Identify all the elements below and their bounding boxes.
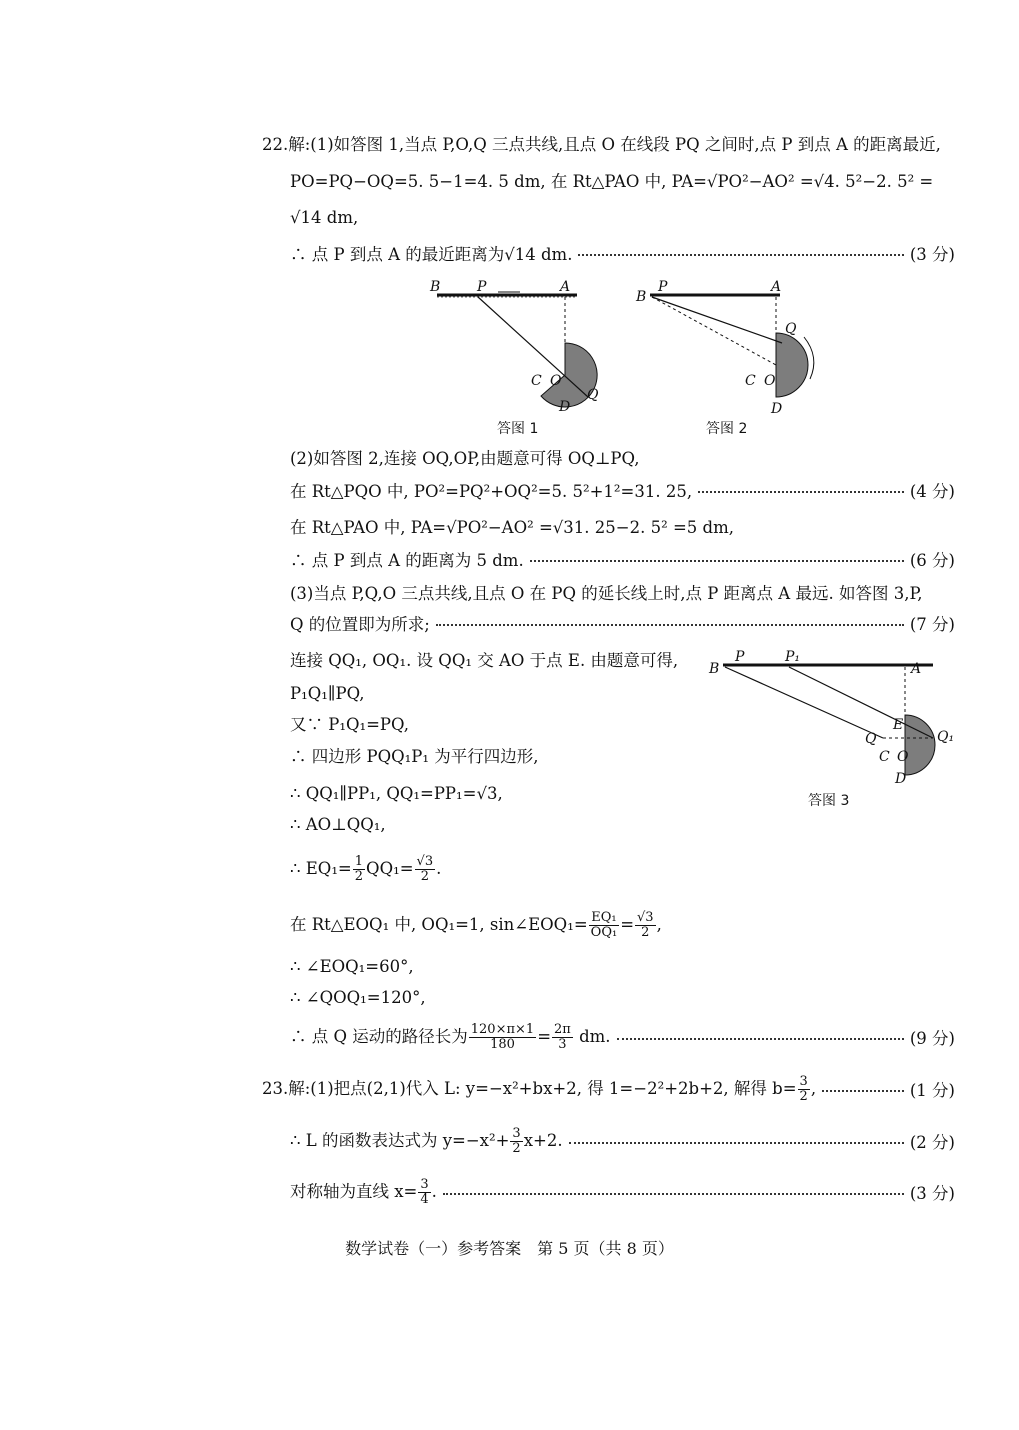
label-d: D bbox=[771, 401, 783, 417]
label-q: Q bbox=[587, 387, 599, 403]
label-c: C bbox=[879, 749, 890, 765]
dot-leader bbox=[822, 1079, 904, 1099]
q22-line-4-text: ∴ 点 P 到点 A 的最近距离为√14 dm. bbox=[290, 245, 573, 264]
q22-line-6 bbox=[290, 477, 955, 503]
q22-line-8-text: ∴ 点 P 到点 A 的距离为 5 dm. bbox=[290, 551, 524, 570]
figure-1 bbox=[425, 275, 605, 420]
q22-line-10 bbox=[290, 610, 955, 636]
figure-3-caption: 答图 3 bbox=[808, 793, 850, 809]
q22-line-12: P₁Q₁∥PQ, bbox=[290, 684, 365, 703]
label-p: P bbox=[658, 279, 668, 295]
fraction-3-over-4 bbox=[418, 1178, 430, 1207]
q22-line-8 bbox=[290, 546, 955, 572]
q23-line-2 bbox=[290, 1124, 955, 1158]
dot-leader bbox=[617, 1027, 904, 1047]
label-q: Q bbox=[865, 731, 877, 747]
label-a: A bbox=[560, 279, 571, 295]
fraction-denominator: 4 bbox=[420, 1191, 429, 1207]
fraction-denominator: 3 bbox=[558, 1036, 567, 1052]
figure-3 bbox=[705, 645, 965, 790]
dot-leader bbox=[443, 1182, 904, 1202]
q22-line-17-b: QQ₁= bbox=[366, 859, 414, 878]
score-label: (6 分) bbox=[909, 551, 955, 570]
q23-line-2-text bbox=[290, 1127, 563, 1156]
q23-line-2-b: x+2. bbox=[523, 1130, 563, 1150]
q23-line-2-a: ∴ L 的函数表达式为 y=−x²+ bbox=[290, 1130, 510, 1150]
q22-line-16: ∴ AO⊥QQ₁, bbox=[290, 815, 386, 834]
fraction-numerator: 1 bbox=[354, 854, 364, 869]
dot-leader bbox=[698, 480, 904, 500]
q22-line-10-text: Q 的位置即为所求; bbox=[290, 615, 430, 634]
fraction-root3-over-2 bbox=[415, 855, 436, 884]
sector-shape bbox=[905, 715, 935, 775]
p1q1-segment bbox=[789, 667, 933, 738]
q22-line-21-b: = bbox=[537, 1026, 552, 1046]
q22-line-9: (3)当点 P,Q,O 三点共线,且点 O 在 PQ 的延长线上时,点 P 距离点 A 最远. 如答图 3,P, bbox=[290, 584, 923, 603]
q22-line-18-c: , bbox=[656, 915, 662, 934]
label-p: P bbox=[477, 279, 487, 295]
q22-line-17-c: . bbox=[436, 859, 442, 878]
q22-line-17-a: ∴ EQ₁= bbox=[290, 859, 352, 878]
label-o: O bbox=[550, 373, 562, 389]
label-b: B bbox=[430, 279, 441, 295]
fraction-denominator: 2 bbox=[512, 1140, 521, 1156]
q23-line-3 bbox=[290, 1175, 955, 1209]
q22-line-11: 连接 QQ₁, OQ₁. 设 QQ₁ 交 AO 于点 E. 由题意可得, bbox=[290, 651, 679, 670]
q22-line-21 bbox=[290, 1020, 955, 1054]
fraction-denominator: OQ₁ bbox=[590, 925, 618, 940]
q22-line-21-c: dm. bbox=[573, 1026, 611, 1046]
q23-line-1-b: , bbox=[810, 1078, 817, 1098]
label-q1: Q₁ bbox=[937, 729, 955, 745]
score-label: (4 分) bbox=[909, 482, 955, 501]
q22-line-6-text: 在 Rt△PQO 中, PO²=PQ²+OQ²=5. 5²+1²=31. 25, bbox=[290, 482, 693, 501]
q23-line-1-text bbox=[262, 1075, 816, 1104]
q22-line-5: (2)如答图 2,连接 OQ,OP,由题意可得 OQ⊥PQ, bbox=[290, 449, 640, 468]
figure-1-caption: 答图 1 bbox=[497, 421, 539, 437]
q22-line-21-text bbox=[290, 1023, 611, 1052]
fraction-3-over-2 bbox=[510, 1127, 522, 1156]
fraction-denominator: 2 bbox=[354, 869, 364, 884]
fraction-numerator: √3 bbox=[637, 910, 654, 925]
fraction-numerator: 3 bbox=[512, 1125, 521, 1141]
score-label: (1 分) bbox=[909, 1081, 955, 1100]
po-dashed-line bbox=[652, 297, 776, 365]
label-b: B bbox=[709, 661, 720, 677]
label-d: D bbox=[559, 399, 571, 415]
label-q: Q bbox=[785, 321, 797, 337]
pq-segment bbox=[725, 667, 883, 738]
fraction-2pi-over-3 bbox=[552, 1023, 573, 1052]
q22-line-4 bbox=[290, 240, 955, 266]
fraction-numerator: 2π bbox=[554, 1021, 571, 1037]
q22-line-20: ∴ ∠QOQ₁=120°, bbox=[290, 988, 426, 1007]
q22-line-18 bbox=[290, 908, 662, 942]
figure-2-caption: 答图 2 bbox=[706, 421, 748, 437]
fraction-sin bbox=[589, 911, 620, 940]
fraction-numerator: 120×π×1 bbox=[470, 1021, 535, 1037]
score-label: (9 分) bbox=[909, 1029, 955, 1048]
q22-line-7: 在 Rt△PAO 中, PA=√PO²−AO² =√31. 25−2. 5² =5 dm, bbox=[290, 518, 734, 537]
fraction-denominator: 2 bbox=[641, 925, 650, 940]
fraction-numerator: EQ₁ bbox=[591, 910, 617, 925]
score-label: (2 分) bbox=[909, 1133, 955, 1152]
fraction-arc bbox=[469, 1023, 536, 1052]
fraction-numerator: 3 bbox=[420, 1176, 429, 1192]
q22-line-18-b: = bbox=[620, 915, 635, 934]
label-d: D bbox=[895, 771, 907, 787]
dot-leader bbox=[569, 1131, 904, 1151]
label-o: O bbox=[897, 749, 909, 765]
q22-line-1: 22.解:(1)如答图 1,当点 P,O,Q 三点共线,且点 O 在线段 PQ 之间时,点 P 到点 A 的距离最近, bbox=[262, 135, 941, 154]
fraction-denominator: 2 bbox=[420, 869, 429, 884]
label-b: B bbox=[636, 289, 647, 305]
label-c: C bbox=[745, 373, 756, 389]
q22-line-14: ∴ 四边形 PQQ₁P₁ 为平行四边形, bbox=[290, 747, 539, 766]
q22-line-19: ∴ ∠EOQ₁=60°, bbox=[290, 957, 414, 976]
q22-line-21-a: ∴ 点 Q 运动的路径长为 bbox=[290, 1026, 468, 1046]
q22-line-18-a: 在 Rt△EOQ₁ 中, OQ₁=1, sin∠EOQ₁= bbox=[290, 915, 588, 934]
q22-line-15: ∴ QQ₁∥PP₁, QQ₁=PP₁=√3, bbox=[290, 784, 503, 803]
q22-line-13: 又∵ P₁Q₁=PQ, bbox=[290, 715, 409, 734]
dot-leader bbox=[436, 613, 904, 633]
pq-segment bbox=[652, 297, 782, 343]
q22-line-17 bbox=[290, 853, 441, 885]
label-c: C bbox=[531, 373, 542, 389]
q23-line-1-a: 23.解:(1)把点(2,1)代入 L: y=−x²+bx+2, 得 1=−2²+2b+2, 解得 b= bbox=[262, 1078, 797, 1098]
score-label: (7 分) bbox=[909, 615, 955, 634]
q23-line-1 bbox=[262, 1072, 955, 1106]
q23-line-3-b: . bbox=[431, 1181, 437, 1201]
figure-2 bbox=[632, 275, 832, 420]
dot-leader bbox=[578, 243, 903, 263]
score-label: (3 分) bbox=[909, 245, 955, 264]
score-label: (3 分) bbox=[909, 1184, 955, 1203]
fraction-3-over-2 bbox=[798, 1075, 810, 1104]
label-p1: P₁ bbox=[785, 649, 801, 665]
label-p: P bbox=[735, 649, 745, 665]
label-e: E bbox=[893, 717, 904, 733]
q23-line-3-a: 对称轴为直线 x= bbox=[290, 1181, 418, 1201]
fraction-denominator: 2 bbox=[799, 1088, 808, 1104]
q23-line-3-text bbox=[290, 1178, 437, 1207]
fraction-half bbox=[353, 855, 365, 884]
fraction-denominator: 180 bbox=[490, 1036, 515, 1052]
page-footer: 数学试卷（一）参考答案 第 5 页（共 8 页） bbox=[345, 1239, 674, 1258]
fraction-root3-over-2 bbox=[635, 911, 656, 940]
label-o: O bbox=[764, 373, 776, 389]
dot-leader bbox=[530, 549, 904, 569]
q22-line-2: PO=PQ−OQ=5. 5−1=4. 5 dm, 在 Rt△PAO 中, PA=√PO²−AO² =√4. 5²−2. 5² = bbox=[290, 172, 934, 191]
fraction-numerator: 3 bbox=[799, 1073, 808, 1089]
q22-line-3: √14 dm, bbox=[290, 208, 359, 227]
fraction-numerator: √3 bbox=[416, 854, 434, 869]
label-a: A bbox=[771, 279, 782, 295]
label-a: A bbox=[911, 661, 922, 677]
